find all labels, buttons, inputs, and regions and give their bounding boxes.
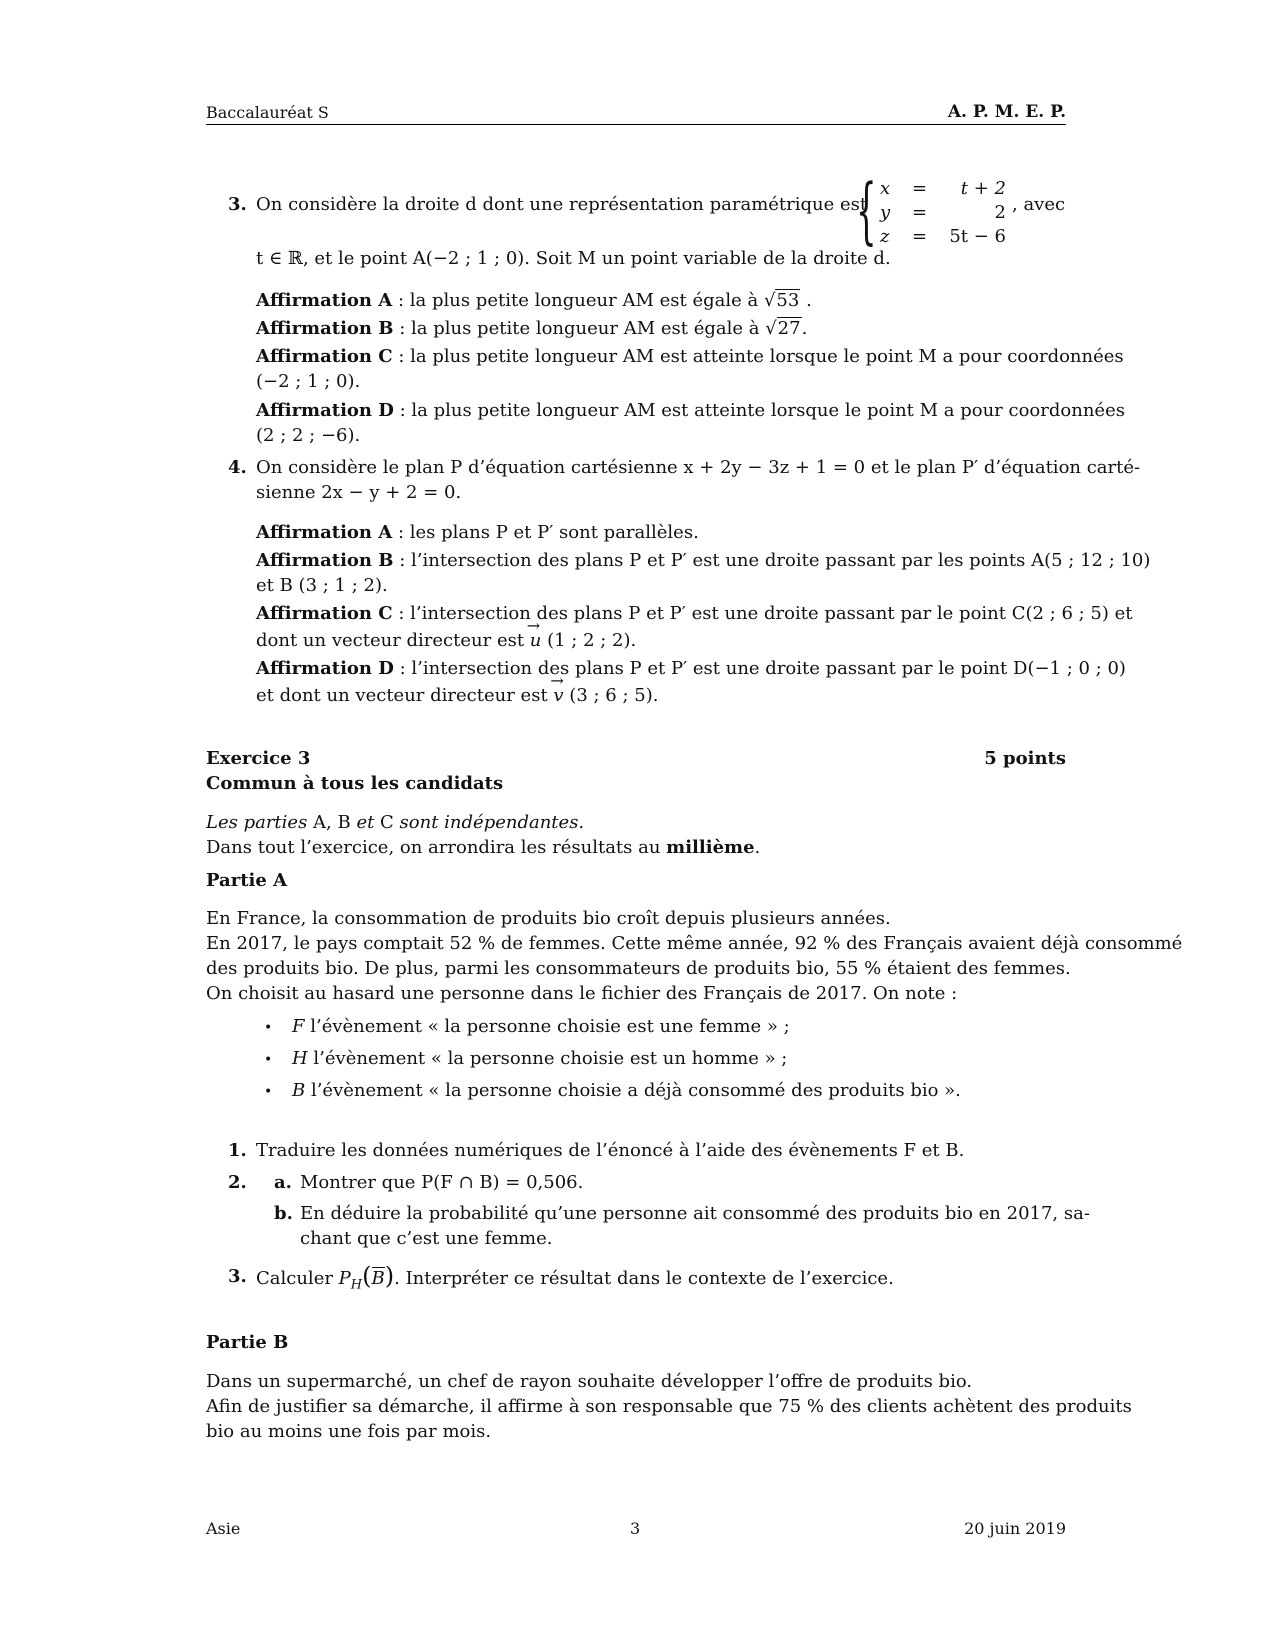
exercise-subtitle: Commun à tous les candidats	[206, 773, 504, 794]
q4-line2: sienne 2x − y + 2 = 0.	[256, 482, 462, 503]
part-a-q2-number: 2.	[228, 1172, 247, 1193]
system-row: x = t + 2	[880, 178, 1006, 199]
q4-affirmation-d-cont: et dont un vecteur directeur est → v (3 ; 6 ; 5).	[256, 683, 658, 708]
q3-line2: t ∈ ℝ, et le point A(−2 ; 1 ; 0). Soit M un point variable de la droite d.	[256, 248, 891, 269]
bullet-dot: •	[264, 1084, 273, 1100]
q4-affirmation-c-cont: dont un vecteur directeur est → u (1 ; 2 ; 2).	[256, 628, 636, 653]
q4-affirmation-d: Affirmation D : l’intersection des plans P et P′ est une droite passant par le point D(−1 ; 0 ; 0)	[256, 658, 1126, 679]
page-header	[206, 100, 1066, 125]
part-b-paragraph: Afin de justifier sa démarche, il affirme à son responsable que 75 % des clients achètent des produits	[206, 1396, 1132, 1417]
q3-affirmation-c: Affirmation C : la plus petite longueur AM est atteinte lorsque le point M a pour coordonnées	[256, 346, 1124, 367]
parametric-system	[856, 168, 1006, 252]
vector-v: → v	[553, 683, 563, 708]
header-right: A. P. M. E. P.	[947, 102, 1066, 122]
part-a-q1-number: 1.	[228, 1140, 247, 1161]
part-a-q2b: En déduire la probabilité qu’une personne ait consommé des produits bio en 2017, sa-	[300, 1203, 1090, 1224]
part-a-q1: Traduire les données numériques de l’énoncé à l’aide des évènements F et B.	[256, 1140, 965, 1161]
exercise-intro-1: Les parties A, B et C sont indépendantes.	[206, 812, 585, 833]
part-a-q2a: Montrer que P(F ∩ B) = 0,506.	[300, 1172, 584, 1193]
list-item: H l’évènement « la personne choisie est un homme » ;	[292, 1048, 788, 1069]
q3-affirmation-a: Affirmation A : la plus petite longueur AM est égale à √53 .	[256, 290, 812, 311]
q4-line1: On considère le plan P d’équation cartésienne x + 2y − 3z + 1 = 0 et le plan P′ d’équation carté-	[256, 457, 1141, 478]
footer-left: Asie	[206, 1519, 241, 1538]
q4-affirmation-b: Affirmation B : l’intersection des plans P et P′ est une droite passant par les points A(5 ; 12 ; 10)	[256, 550, 1151, 571]
bullet-dot: •	[264, 1020, 273, 1036]
q3-line1: On considère la droite d dont une représentation paramétrique est	[256, 194, 868, 215]
list-item: B l’évènement « la personne choisie a déjà consommé des produits bio ».	[292, 1080, 961, 1101]
part-b-paragraph: bio au moins une fois par mois.	[206, 1421, 492, 1442]
part-b-paragraph: Dans un supermarché, un chef de rayon souhaite développer l’offre de produits bio.	[206, 1371, 973, 1392]
q3-number: 3.	[228, 194, 247, 215]
part-a-paragraph: des produits bio. De plus, parmi les consommateurs de produits bio, 55 % étaient des femmes.	[206, 958, 1071, 979]
left-brace: {	[856, 168, 877, 252]
part-a-paragraph: En France, la consommation de produits bio croît depuis plusieurs années.	[206, 908, 891, 929]
part-a-q2b-number: b.	[274, 1203, 293, 1224]
list-item: F l’évènement « la personne choisie est une femme » ;	[292, 1016, 790, 1037]
q3-affirmation-d-cont: (2 ; 2 ; −6).	[256, 425, 361, 446]
bullet-dot: •	[264, 1052, 273, 1068]
part-a-paragraph: En 2017, le pays comptait 52 % de femmes. Cette même année, 92 % des Français avaient déjà consommé	[206, 933, 1183, 954]
q4-number: 4.	[228, 457, 247, 478]
q4-affirmation-c: Affirmation C : l’intersection des plans P et P′ est une droite passant par le point C(2 ; 6 ; 5) et	[256, 603, 1133, 624]
q4-affirmation-a: Affirmation A : les plans P et P′ sont parallèles.	[256, 522, 699, 543]
exercise-points: 5 points	[984, 748, 1066, 769]
part-a-q3: Calculer $P_H(B)$. Interpréter ce résultat dans le contexte de l’exercice.	[256, 1262, 894, 1293]
q3-avec: , avec	[1012, 194, 1066, 215]
part-a-title: Partie A	[206, 870, 288, 891]
q3-affirmation-d: Affirmation D : la plus petite longueur AM est atteinte lorsque le point M a pour coordonnées	[256, 400, 1125, 421]
q4-affirmation-b-cont: et B (3 ; 1 ; 2).	[256, 575, 388, 596]
part-a-q3-number: 3.	[228, 1266, 247, 1287]
q3-affirmation-b: Affirmation B : la plus petite longueur AM est égale à √27.	[256, 318, 808, 339]
page-number: 3	[630, 1519, 641, 1538]
q3-affirmation-c-cont: (−2 ; 1 ; 0).	[256, 371, 361, 392]
exercise-title: Exercice 3	[206, 748, 311, 769]
part-a-paragraph: On choisit au hasard une personne dans le fichier des Français de 2017. On note :	[206, 983, 958, 1004]
footer-right: 20 juin 2019	[964, 1519, 1066, 1538]
vector-u: → u	[530, 628, 542, 653]
part-a-q2a-number: a.	[274, 1172, 292, 1193]
header-left: Baccalauréat S	[206, 103, 329, 122]
system-row: y = 2	[880, 202, 1006, 223]
part-b-title: Partie B	[206, 1332, 289, 1353]
part-a-q2b-cont: chant que c’est une femme.	[300, 1228, 553, 1249]
system-row: z = 5t − 6	[880, 226, 1006, 247]
exercise-intro-2: Dans tout l’exercice, on arrondira les résultats au millième.	[206, 837, 761, 858]
